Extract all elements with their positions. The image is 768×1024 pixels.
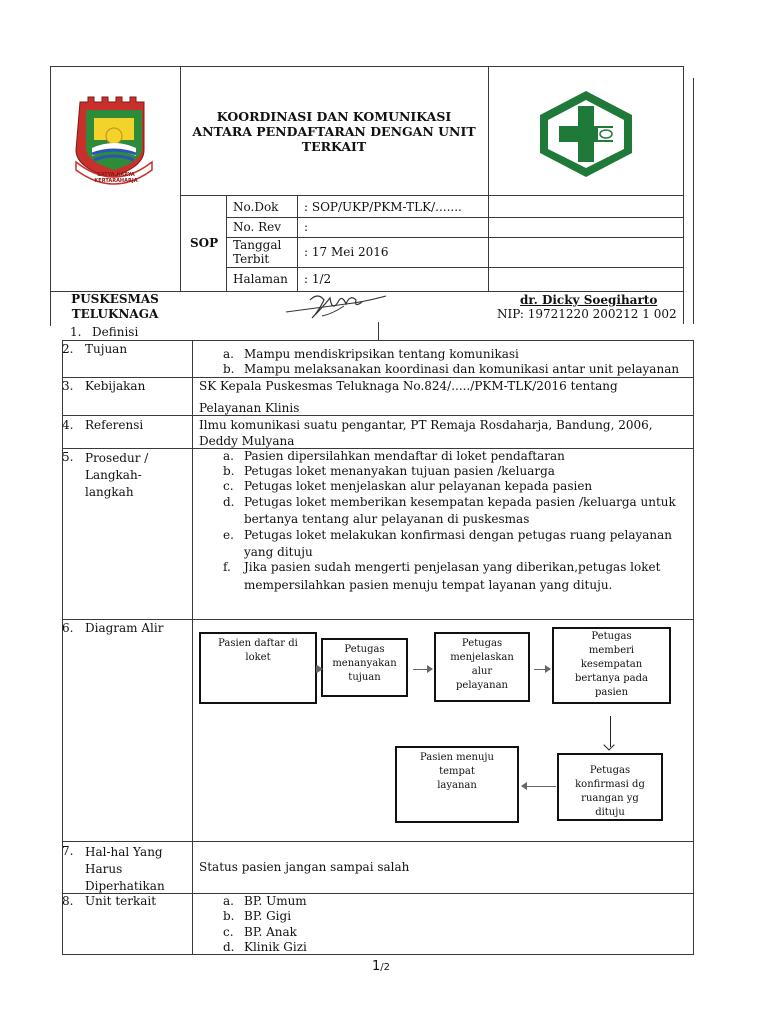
unit-item-b: BP. Gigi [244, 909, 292, 923]
org-line-1: PUSKESMAS [71, 292, 159, 306]
hal-label [85, 844, 165, 895]
flow-box-menanyakan-text: Petugas menanyakan tujuan [332, 644, 397, 683]
hal-number: 7. [62, 844, 74, 858]
title-line-2: ANTARA PENDAFTARAN DENGAN UNIT [192, 124, 476, 139]
page-number [372, 955, 390, 974]
meta-value-halaman: : 1/2 [304, 272, 332, 286]
prosedur-item-f-line-1: Jika pasien sudah mengerti penjelasan yang diberikan,petugas loket [244, 560, 661, 574]
diagram-label: Diagram Alir [85, 621, 164, 635]
title-line-1: KOORDINASI DAN KOMUNIKASI [216, 109, 452, 124]
unit-item-b-mark: b. [223, 909, 235, 923]
title-line-3: TERKAIT [301, 139, 367, 154]
prosedur-item-e-mark: e. [223, 528, 234, 542]
referensi-line-1: Ilmu komunikasi suatu pengantar, PT Remaja Rosdaharja, Bandung, 2006, [199, 418, 653, 432]
unit-item-d-mark: d. [223, 940, 235, 954]
prosedur-label-line-3: langkah [85, 485, 134, 499]
prosedur-item-a-mark: a. [223, 449, 234, 463]
definisi-number: 1. [70, 325, 82, 339]
flow-box-menjelaskan-text: Petugas menjelaskan alur pelayanan [450, 638, 514, 691]
prosedur-item-d-mark: d. [223, 495, 235, 509]
prosedur-item-b: Petugas loket menanyakan tujuan pasien /keluarga [244, 464, 555, 478]
flow-arrow-left [522, 786, 556, 787]
hal-text: Status pasien jangan sampai salah [199, 860, 410, 874]
org-line-2: TELUKNAGA [71, 307, 159, 321]
signature-icon [282, 290, 392, 324]
tujuan-item-b: Mampu melaksanakan koordinasi dan komunikasi antar unit pelayanan [244, 362, 680, 376]
prosedur-item-c: Petugas loket menjelaskan alur pelayanan kepada pasien [244, 479, 593, 493]
kebijakan-number: 3. [62, 379, 74, 393]
flow-box-menjelaskan [434, 632, 530, 702]
kebijakan-line-2: Pelayanan Klinis [199, 401, 300, 415]
kebijakan-label: Kebijakan [85, 379, 146, 393]
hal-label-line-2: Harus [85, 862, 123, 876]
kebijakan-line-1: SK Kepala Puskesmas Teluknaga No.824/...../PKM-TLK/2016 tentang [199, 379, 618, 393]
meta-label-tanggal-terbit: Tanggal Terbit [233, 238, 282, 266]
unit-item-a-mark: a. [223, 894, 234, 908]
flow-arrow-2 [413, 669, 432, 670]
flow-box-konfirmasi [557, 753, 663, 821]
sop-label: SOP [190, 236, 219, 250]
prosedur-item-f-mark: f. [223, 560, 231, 574]
organization-name [50, 292, 180, 322]
prosedur-label-line-2: Langkah- [85, 468, 142, 482]
tujuan-item-a: Mampu mendiskripsikan tentang komunikasi [244, 347, 519, 361]
referensi-line-2: Deddy Mulyana [199, 434, 295, 448]
prosedur-item-c-mark: c. [223, 479, 234, 493]
hal-label-line-1: Hal-hal Yang [85, 845, 163, 859]
flow-box-daftar [199, 632, 317, 704]
tujuan-item-b-mark: b. [223, 362, 235, 376]
tujuan-item-a-mark: a. [223, 347, 234, 361]
prosedur-item-d-line-2: bertanya tentang alur pelayanan di puskesmas [244, 512, 530, 526]
emblem-motto: SATYA KARYA KERTARAHARJA [94, 172, 138, 184]
meta-label-no-rev: No. Rev [233, 220, 282, 234]
prosedur-number: 5. [62, 450, 74, 464]
prosedur-item-d-line-1: Petugas loket memberikan kesempatan kepada pasien /keluarga untuk [244, 495, 676, 509]
meta-label-no-dok: No.Dok [233, 200, 279, 214]
prosedur-item-e-line-2: yang dituju [244, 545, 313, 559]
referensi-label: Referensi [85, 418, 144, 432]
unit-item-a: BP. Umum [244, 894, 307, 908]
flow-box-menuju [395, 746, 519, 823]
definisi-label: Definisi [92, 325, 139, 339]
flow-box-kesempatan [552, 627, 671, 704]
prosedur-item-f-line-2: mempersilahkan pasien menuju tempat layanan yang dituju. [244, 578, 613, 592]
document-title [180, 109, 488, 154]
prosedur-label [85, 450, 148, 501]
flow-arrow-1-line [317, 669, 321, 670]
flow-box-konfirmasi-text: Petugas konfirmasi dg ruangan yg dituju [575, 765, 645, 818]
meta-value-no-dok: : SOP/UKP/PKM-TLK/....... [304, 200, 462, 214]
prosedur-item-e-line-1: Petugas loket melakukan konfirmasi dengan petugas ruang pelayanan [244, 528, 673, 542]
flow-arrow-down [610, 716, 611, 747]
meta-value-no-rev: : [304, 220, 309, 234]
prosedur-item-a: Pasien dipersilahkan mendaftar di loket pendaftaran [244, 449, 565, 463]
page-number-total: /2 [380, 962, 391, 973]
flow-arrow-3 [534, 669, 550, 670]
prosedur-label-line-1: Prosedur / [85, 451, 149, 465]
flow-box-kesempatan-text: Petugas memberi kesempatan bertanya pada pasien [574, 631, 649, 698]
tujuan-label: Tujuan [85, 342, 128, 356]
unit-number: 8. [62, 894, 74, 908]
signer-name: dr. Dicky Soegiharto [520, 293, 658, 307]
puskesmas-logo [536, 88, 636, 180]
unit-item-c: BP. Anak [244, 925, 297, 939]
diagram-number: 6. [62, 621, 74, 635]
unit-label: Unit terkait [85, 894, 157, 908]
signer-nip: NIP: 19721220 200212 1 002 [497, 307, 677, 321]
flow-box-menanyakan [321, 638, 408, 697]
meta-label-halaman: Halaman [233, 272, 288, 286]
meta-value-tanggal-terbit: : 17 Mei 2016 [304, 245, 389, 259]
page-number-current: 1 [372, 959, 381, 974]
unit-item-c-mark: c. [223, 925, 234, 939]
unit-item-d: Klinik Gizi [244, 940, 307, 954]
flow-box-daftar-text: Pasien daftar di loket [218, 638, 298, 663]
prosedur-item-b-mark: b. [223, 464, 235, 478]
flow-box-menuju-text: Pasien menuju tempat layanan [420, 752, 494, 791]
tujuan-number: 2. [62, 342, 74, 356]
referensi-number: 4. [62, 418, 74, 432]
hal-label-line-3: Diperhatikan [85, 879, 165, 893]
